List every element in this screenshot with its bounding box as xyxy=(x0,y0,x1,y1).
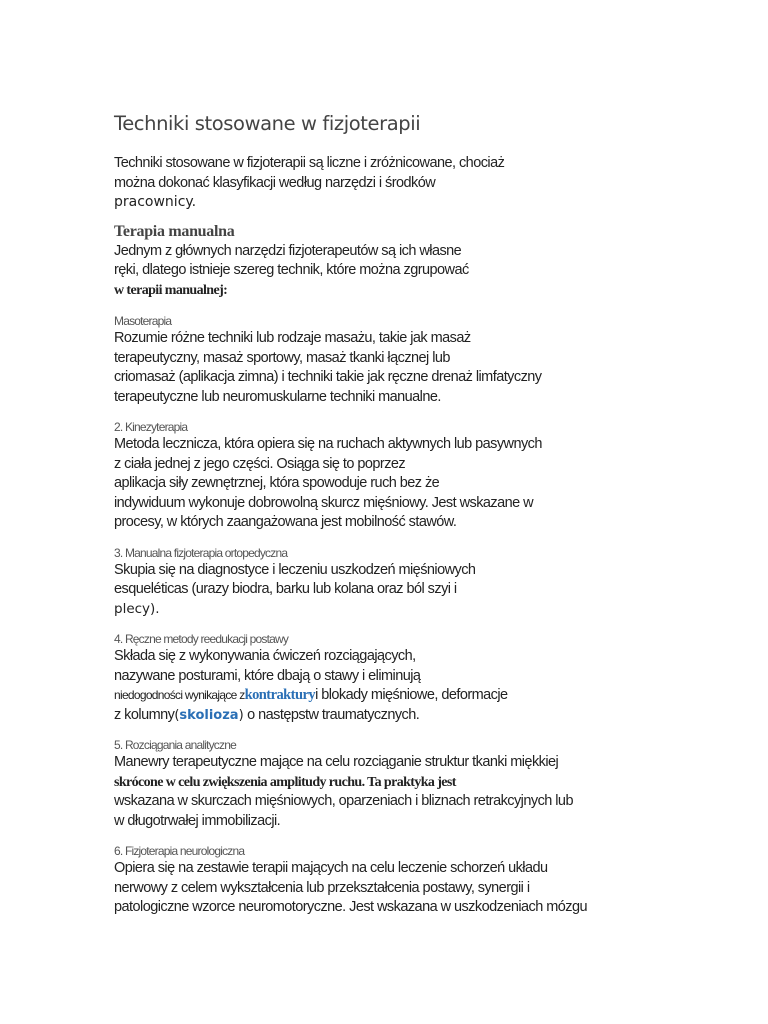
paragraph-line: indywiduum wykonuje dobrowolną skurcz mięśniowy. Jest wskazane w xyxy=(114,494,534,511)
page-title: Techniki stosowane w fizjoterapii xyxy=(114,112,421,135)
paragraph-line-with-link xyxy=(114,686,614,706)
paragraph-line: patologiczne wzorce neuromotoryczne. Jest wskazana w uszkodzeniach mózgu xyxy=(114,899,587,915)
small-text: niedogodności wynikające z xyxy=(114,688,245,702)
subheading-neurologiczna: 6. Fizjoterapia neurologiczna xyxy=(114,844,245,858)
postawa-paragraph xyxy=(114,647,614,725)
paragraph-text: z kolumny xyxy=(114,706,175,723)
paragraph-line: plecy). xyxy=(114,600,160,617)
intro-line: Techniki stosowane w fizjoterapii są liczne i zróżnicowane, chociaż xyxy=(114,155,505,171)
paragraph-line: z ciała jednej z jego części. Osiąga się to poprzez xyxy=(114,455,406,472)
paragraph-line: nazywane posturami, które dbają o stawy i eliminują xyxy=(114,667,421,684)
paragraph-line: terapeutyczne lub neuromuskularne techniki manualne. xyxy=(114,388,441,405)
paragraph-line: Rozumie różne techniki lub rodzaje masażu, takie jak masaż xyxy=(114,330,471,346)
paragraph-line: aplikacja siły zewnętrznej, która spowoduje ruch bez że xyxy=(114,475,440,491)
paren-open: ( xyxy=(174,707,180,723)
paragraph-line: criomasaż (aplikacja zimna) i techniki takie jak ręczne drenaż limfatyczny xyxy=(114,369,542,385)
ortopedyczna-paragraph xyxy=(114,561,614,620)
document-page xyxy=(114,108,614,918)
paragraph-line: Opiera się na zestawie terapii mających na celu leczenie schorzeń układu xyxy=(114,860,548,876)
paragraph-line: procesy, w których zaangażowana jest mobilność stawów. xyxy=(114,514,457,530)
intro-line: można dokonać klasyfikacji według narzędzi i środków xyxy=(114,174,436,191)
paren-close: ) xyxy=(238,707,244,723)
link-skolioza[interactable]: skolioza xyxy=(179,707,239,723)
manual-therapy-paragraph xyxy=(114,242,614,301)
paragraph-line: nerwowy z celem wykształcenia lub przekształcenia postawy, synergii i xyxy=(114,879,530,896)
subheading-rozciaganie: 5. Rozciągania analityczne xyxy=(114,738,236,752)
subheading-masoterapia: Masoterapia xyxy=(114,314,172,328)
subheading-postawa: 4. Ręczne metody reedukacji postawy xyxy=(114,632,289,646)
paragraph-text: o następstw traumatycznych. xyxy=(243,706,420,723)
subheading-ortopedyczna: 3. Manualna fizjoterapia ortopedyczna xyxy=(114,545,288,560)
subheading-kinezyterapia: 2. Kinezyterapia xyxy=(114,420,188,434)
paragraph-text: i blokady mięśniowe, deformacje xyxy=(315,687,508,703)
rozciaganie-paragraph xyxy=(114,753,614,831)
paragraph-line: esqueléticas (urazy biodra, barku lub kolana oraz ból szyi i xyxy=(114,581,457,597)
paragraph-line: wskazana w skurczach mięśniowych, oparzeniach i bliznach retrakcyjnych lub xyxy=(114,793,573,809)
paragraph-line: Manewry terapeutyczne mające na celu rozciąganie struktur tkanki miękkiej xyxy=(114,754,559,770)
paragraph-line: Jednym z głównych narzędzi fizjoterapeutów są ich własne xyxy=(114,242,462,259)
neurologiczna-paragraph xyxy=(114,859,614,918)
kinezyterapia-paragraph xyxy=(114,435,614,533)
paragraph-bold-line: w terapii manualnej: xyxy=(114,282,228,298)
paragraph-bold-line: skrócone w celu zwiększenia amplitudy ruchu. Ta praktyka jest xyxy=(114,774,456,790)
intro-line: pracownicy. xyxy=(114,194,197,210)
paragraph-line: Składa się z wykonywania ćwiczeń rozciągających, xyxy=(114,648,416,664)
paragraph-line: terapeutyczny, masaż sportowy, masaż tkanki łącznej lub xyxy=(114,349,450,366)
section-heading-manual-therapy: Terapia manualna xyxy=(114,222,235,240)
paragraph-line: Metoda lecznicza, która opiera się na ruchach aktywnych lub pasywnych xyxy=(114,436,542,452)
masoterapia-paragraph xyxy=(114,329,614,407)
link-kontraktury[interactable]: kontraktury xyxy=(244,687,316,703)
paragraph-line: w długotrwałej immobilizacji. xyxy=(114,812,281,829)
paragraph-line: Skupia się na diagnostyce i leczeniu uszkodzeń mięśniowych xyxy=(114,561,476,578)
intro-paragraph xyxy=(114,154,614,213)
paragraph-line-with-link xyxy=(114,706,614,726)
paragraph-line: ręki, dlatego istnieje szereg technik, które można zgrupować xyxy=(114,262,469,278)
